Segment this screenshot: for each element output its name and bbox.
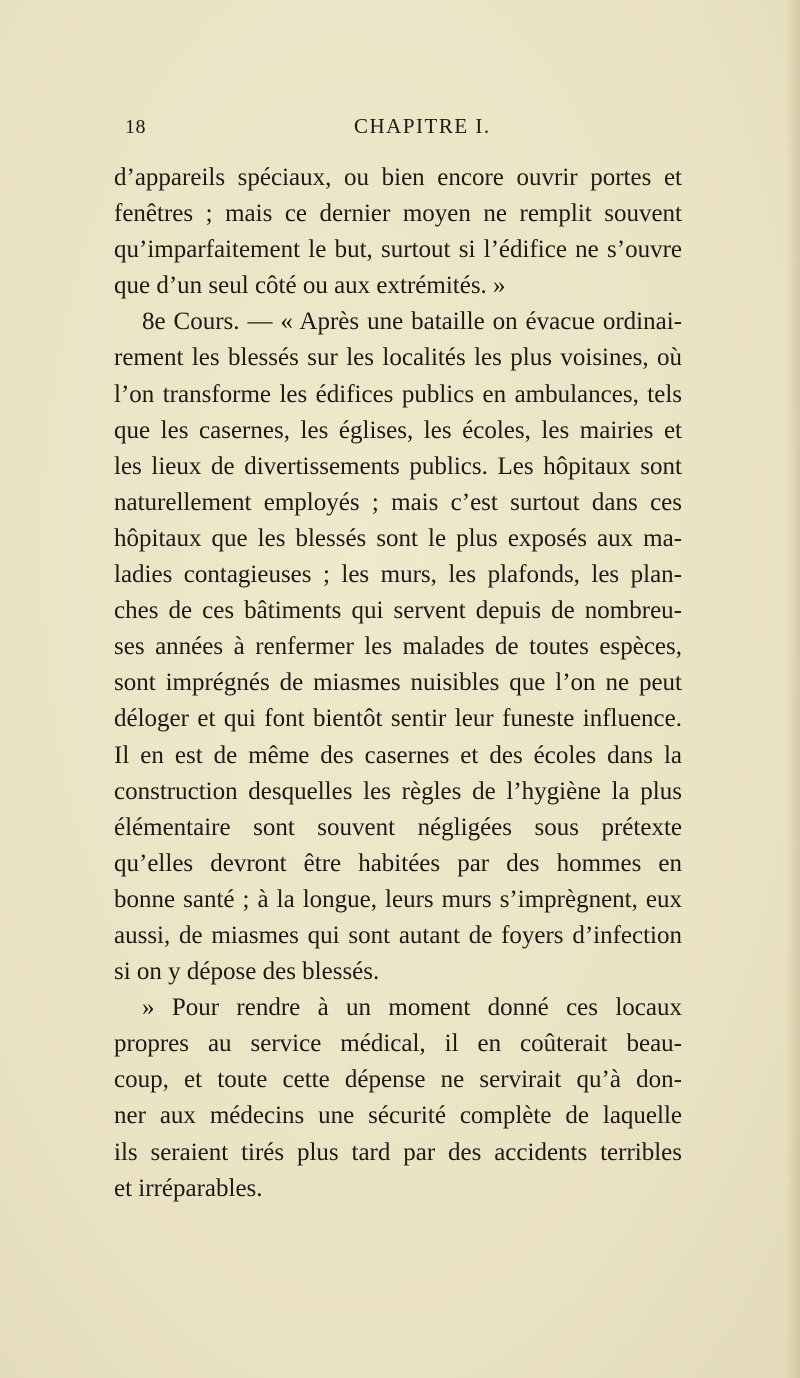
text-line: les lieux de divertissements publics. Les hôpitaux sont: [114, 452, 682, 480]
text-line: qu’elles devront être habitées par des hommes en: [114, 849, 682, 877]
text-line: élémentaire sont souvent négligées sous prétexte: [114, 813, 682, 841]
text-line: aussi, de miasmes qui sont autant de foyers d’infection: [114, 921, 682, 949]
text-line: que d’un seul côté ou aux extrémités. »: [114, 272, 506, 300]
text-line: et irréparables.: [114, 1174, 263, 1202]
text-line: Il en est de même des casernes et des écoles dans la: [114, 741, 682, 769]
text-line: ner aux médecins une sécurité complète de laquelle: [114, 1102, 682, 1130]
text-line: construction desquelles les règles de l’hygiène la plus: [114, 777, 682, 805]
text-line: si on y dépose des blessés.: [114, 958, 380, 986]
text-line: 8e Cours. — « Après une bataille on évacue ordinai-: [142, 308, 682, 336]
text-line: hôpitaux que les blessés sont le plus exposés aux ma-: [114, 524, 682, 552]
text-line: ches de ces bâtiments qui servent depuis de nombreu-: [114, 597, 682, 625]
running-title: CHAPITRE I.: [354, 114, 491, 138]
text-line: qu’imparfaitement le but, surtout si l’édifice ne s’ouvre: [114, 236, 682, 264]
text-line: » Pour rendre à un moment donné ces locaux: [142, 994, 682, 1022]
text-line: que les casernes, les églises, les écoles, les mairies et: [114, 416, 682, 444]
text-line: bonne santé ; à la longue, leurs murs s’imprègnent, eux: [114, 885, 682, 913]
text-line: naturellement employés ; mais c’est surtout dans ces: [114, 488, 682, 516]
text-line: déloger et qui font bientôt sentir leur funeste influence.: [114, 705, 682, 733]
text-line: ladies contagieuses ; les murs, les plafonds, les plan-: [114, 561, 682, 589]
text-line: propres au service médical, il en coûterait beau-: [114, 1030, 682, 1058]
page-header: [125, 114, 680, 144]
text-line: d’appareils spéciaux, ou bien encore ouvrir portes et: [114, 164, 682, 191]
page-number: 18: [125, 116, 146, 138]
text-line: sont imprégnés de miasmes nuisibles que l’on ne peut: [114, 669, 682, 697]
text-line: l’on transforme les édifices publics en ambulances, tels: [114, 380, 682, 408]
text-line: rement les blessés sur les localités les plus voisines, où: [114, 344, 682, 372]
page-edge-shadow: [786, 0, 800, 1378]
text-line: ils seraient tirés plus tard par des accidents terribles: [114, 1138, 682, 1166]
text-line: coup, et toute cette dépense ne servirait qu’à don-: [114, 1066, 682, 1094]
text-line: ses années à renfermer les malades de toutes espèces,: [114, 633, 682, 661]
text-line: fenêtres ; mais ce dernier moyen ne remplit souvent: [114, 200, 682, 228]
body-text: [114, 160, 682, 1207]
